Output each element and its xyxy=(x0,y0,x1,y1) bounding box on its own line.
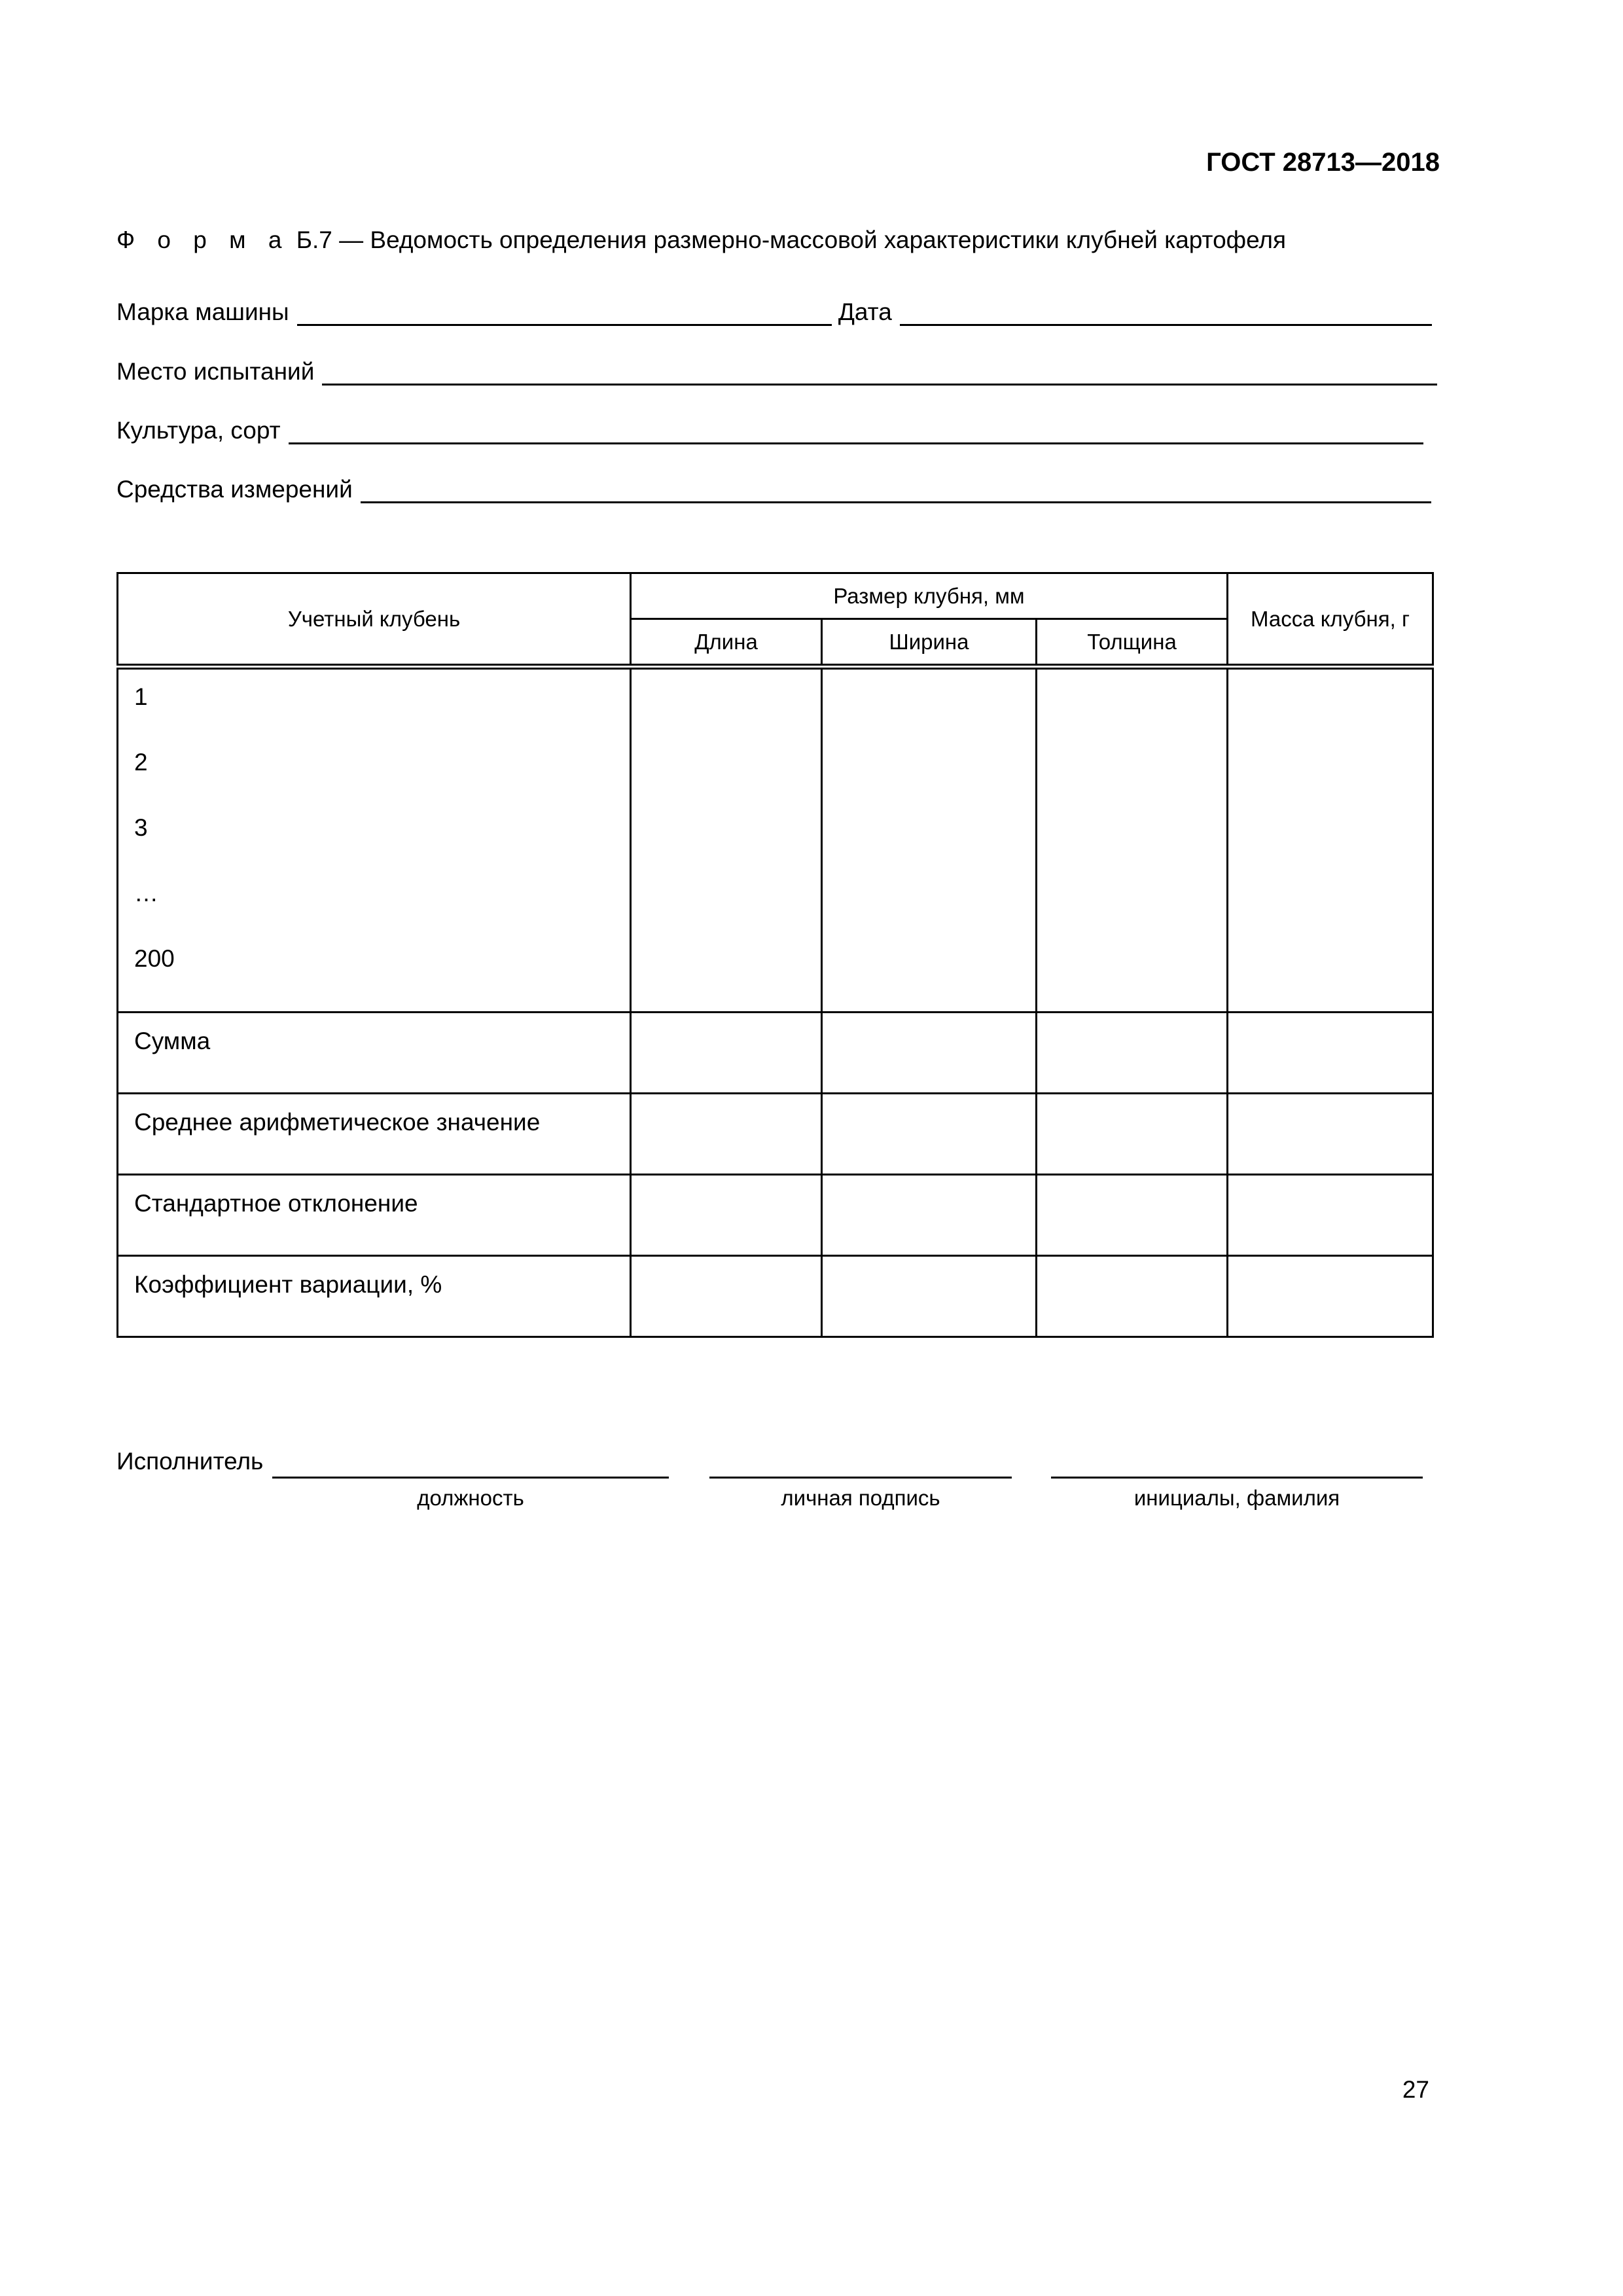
signature-caption: личная подпись xyxy=(781,1486,940,1510)
measuring-tools-label: Средства измерений xyxy=(116,476,353,503)
test-site-label: Место испытаний xyxy=(116,358,315,385)
date-label: Дата xyxy=(838,298,892,325)
width-cell[interactable] xyxy=(822,1013,1037,1094)
stddev-label: Стандартное отклонение xyxy=(134,1190,418,1217)
form-prefix: Ф о р м а xyxy=(116,226,290,253)
crop-variety-field[interactable] xyxy=(289,420,1423,444)
row-number: … xyxy=(134,880,158,906)
thickness-cell[interactable] xyxy=(1037,1175,1228,1256)
machine-date-row xyxy=(116,298,1432,326)
col-size-group-header: Размер клубня, мм xyxy=(631,573,1228,619)
name-field[interactable] xyxy=(1051,1448,1423,1479)
summary-label-cell xyxy=(118,1013,631,1094)
machine-brand-label: Марка машины xyxy=(116,298,289,325)
tuber-numbers-cell xyxy=(118,667,631,1013)
measuring-tools-row xyxy=(116,476,1431,503)
length-cell[interactable] xyxy=(631,1256,822,1337)
test-site-field[interactable] xyxy=(322,361,1437,386)
crop-variety-label: Культура, сорт xyxy=(116,417,281,444)
row-number: 1 xyxy=(134,683,148,710)
position-field[interactable] xyxy=(272,1448,669,1479)
thickness-cell[interactable] xyxy=(1037,1256,1228,1337)
col-thickness-header: Толщина xyxy=(1037,619,1228,667)
mass-cell[interactable] xyxy=(1228,1175,1433,1256)
mass-cell[interactable] xyxy=(1228,1256,1433,1337)
measuring-tools-field[interactable] xyxy=(361,479,1431,503)
width-cell[interactable] xyxy=(822,1094,1037,1175)
mass-cell[interactable] xyxy=(1228,1094,1433,1175)
date-field[interactable] xyxy=(900,302,1432,326)
variation-coef-label: Коэффициент вариации, % xyxy=(134,1271,442,1298)
test-site-row xyxy=(116,358,1437,386)
sum-label: Сумма xyxy=(134,1028,211,1054)
summary-label-cell xyxy=(118,1256,631,1337)
position-caption: должность xyxy=(417,1486,524,1510)
tuber-measurement-table xyxy=(116,572,1434,1338)
table-row xyxy=(118,1175,1433,1256)
row-number: 200 xyxy=(134,945,175,972)
table-row xyxy=(118,1013,1433,1094)
row-number: 3 xyxy=(134,814,148,841)
mass-cell[interactable] xyxy=(1228,1013,1433,1094)
table-row xyxy=(118,667,1433,1013)
signature-field[interactable] xyxy=(709,1448,1012,1479)
table-row xyxy=(118,1094,1433,1175)
length-cell[interactable] xyxy=(631,1175,822,1256)
col-tuber-header: Учетный клубень xyxy=(118,573,631,667)
name-caption: инициалы, фамилия xyxy=(1133,1486,1340,1510)
width-cell[interactable] xyxy=(822,1256,1037,1337)
thickness-cell[interactable] xyxy=(1037,667,1228,1013)
mean-label: Среднее арифметическое значение xyxy=(134,1109,541,1136)
thickness-cell[interactable] xyxy=(1037,1094,1228,1175)
thickness-cell[interactable] xyxy=(1037,1013,1228,1094)
form-title-text: Б.7 — Ведомость определения размерно-массовой характеристики клубней картофеля xyxy=(296,226,1287,253)
machine-brand-field[interactable] xyxy=(297,302,832,326)
crop-variety-row xyxy=(116,417,1423,444)
length-cell[interactable] xyxy=(631,1094,822,1175)
summary-label-cell xyxy=(118,1094,631,1175)
col-length-header: Длина xyxy=(631,619,822,667)
summary-label-cell xyxy=(118,1175,631,1256)
length-cell[interactable] xyxy=(631,1013,822,1094)
width-cell[interactable] xyxy=(822,667,1037,1013)
width-cell[interactable] xyxy=(822,1175,1037,1256)
row-number: 2 xyxy=(134,749,148,776)
executor-label: Исполнитель xyxy=(116,1448,264,1475)
col-mass-header: Масса клубня, г xyxy=(1228,573,1433,667)
col-width-header: Ширина xyxy=(822,619,1037,667)
table-row xyxy=(118,1256,1433,1337)
length-cell[interactable] xyxy=(631,667,822,1013)
page-number: 27 xyxy=(1402,2076,1429,2103)
standard-code: ГОСТ 28713—2018 xyxy=(1206,148,1440,177)
form-title xyxy=(116,226,1286,254)
mass-cell[interactable] xyxy=(1228,667,1433,1013)
